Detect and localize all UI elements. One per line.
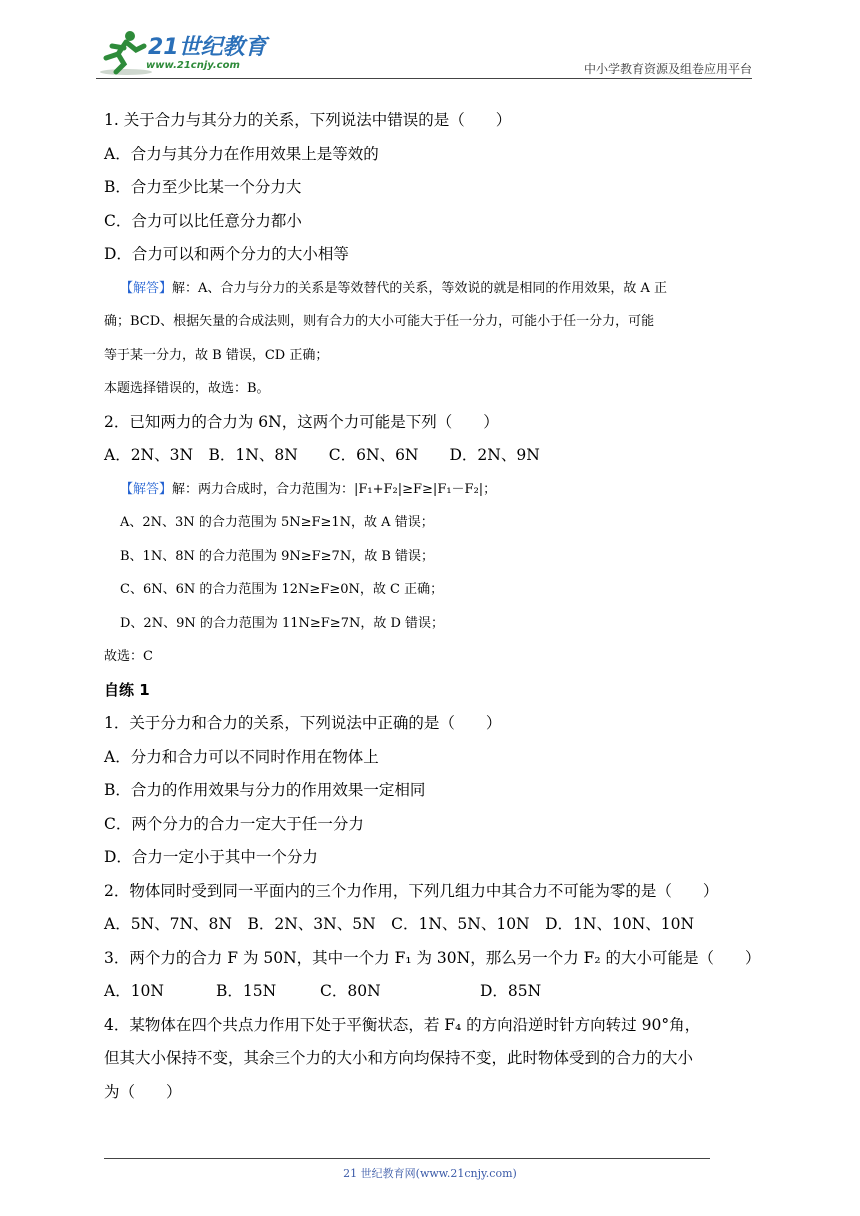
answer-text: 解：A、合力与分力的关系是等效替代的关系，等效说的就是相同的作用效果，故 A 正 [172,280,668,296]
q1-answer-line: 等于某一分力，故 B 错误，CD 正确； [104,347,329,363]
q1-option-b: B．合力至少比某一个分力大 [104,178,302,196]
q2-answer-line: A、2N、3N 的合力范围为 5N≥F≥1N，故 A 错误； [120,515,434,530]
logo-url: www.21cnjy.com [146,60,240,71]
e1-stem: 1．关于分力和合力的关系，下列说法中正确的是（ ） [104,714,502,732]
e1-option-d: D．合力一定小于其中一个分力 [104,848,318,866]
logo-text: 21世纪教育 [148,35,267,60]
e3-options [104,975,764,1009]
e3-option-d: D．85N [480,982,542,1000]
e4-stem-line: 但其大小保持不变，其余三个力的大小和方向均保持不变，此时物体受到的合力的大小 [104,1049,694,1067]
answer-tag: 【解答】 [120,280,173,296]
header-divider [96,78,752,79]
q1-option-c: C．合力可以比任意分力都小 [104,211,302,230]
q1-stem: 1. 关于合力与其分力的关系，下列说法中错误的是（ ） [104,111,512,129]
e2-options: A．5N、7N、8N B．2N、3N、5N C．1N、5N、10N D．1N、10N、10N [104,915,695,933]
page-header [0,0,860,82]
q1-answer-line: 确；BCD、根据矢量的合成法则，则有合力的大小可能大于任一分力，可能小于任一分力，可能 [104,314,655,329]
e1-option-c: C．两个分力的合力一定大于任一分力 [104,814,364,833]
q2-options: A．2N、3N B．1N、8N C．6N、6N D．2N、9N [104,446,540,464]
e3-stem: 3．两个力的合力 F 为 50N，其中一个力 F₁ 为 30N，那么另一个力 F₂ 的大小可能是（ ） [104,948,761,967]
page-footer: 21 世纪教育网(www.21cnjy.com) [343,1167,517,1180]
q1-option-a: A．合力与其分力在作用效果上是等效的 [104,144,379,163]
q2-choice: 故选：C [104,649,153,664]
q1-option-d: D．合力可以和两个分力的大小相等 [104,245,349,263]
e4-stem-line: 4．某物体在四个共点力作用下处于平衡状态，若 F₄ 的方向沿逆时针方向转过 90°角， [104,1015,701,1034]
q2-answer-line: D、2N、9N 的合力范围为 11N≥F≥7N，故 D 错误； [120,615,445,631]
e4-stem-line: 为（ ） [104,1082,182,1101]
q2-answer-line [104,473,764,507]
q1-answer-line: 本题选择错误的，故选：B。 [104,381,270,396]
header-platform-name: 中小学教育资源及组卷应用平台 [583,62,752,76]
e2-stem: 2．物体同时受到同一平面内的三个力作用，下列几组力中其合力不可能为零的是（ ） [104,881,719,900]
e1-option-b: B．合力的作用效果与分力的作用效果一定相同 [104,781,426,799]
answer-text: 解：两力合成时，合力范围为：|F₁+F₂|≥F≥|F₁－F₂|； [172,481,497,497]
q1-answer-line [104,272,764,306]
q2-answer-line: B、1N、8N 的合力范围为 9N≥F≥7N，故 B 错误； [120,548,435,564]
section-title: 自练 1 [104,680,150,699]
footer-divider [104,1158,710,1159]
e3-option-c: C．80N [320,982,381,1000]
document-body [104,104,764,1109]
e3-option-a: A．10N [104,982,164,1000]
q2-answer-line: C、6N、6N 的合力范围为 12N≥F≥0N，故 C 正确； [120,582,444,597]
e3-option-b: B．15N [216,982,277,1000]
e1-option-a: A．分力和合力可以不同时作用在物体上 [104,747,379,766]
answer-tag: 【解答】 [120,481,173,497]
q2-stem: 2．已知两力的合力为 6N，这两个力可能是下列（ ） [104,412,499,431]
